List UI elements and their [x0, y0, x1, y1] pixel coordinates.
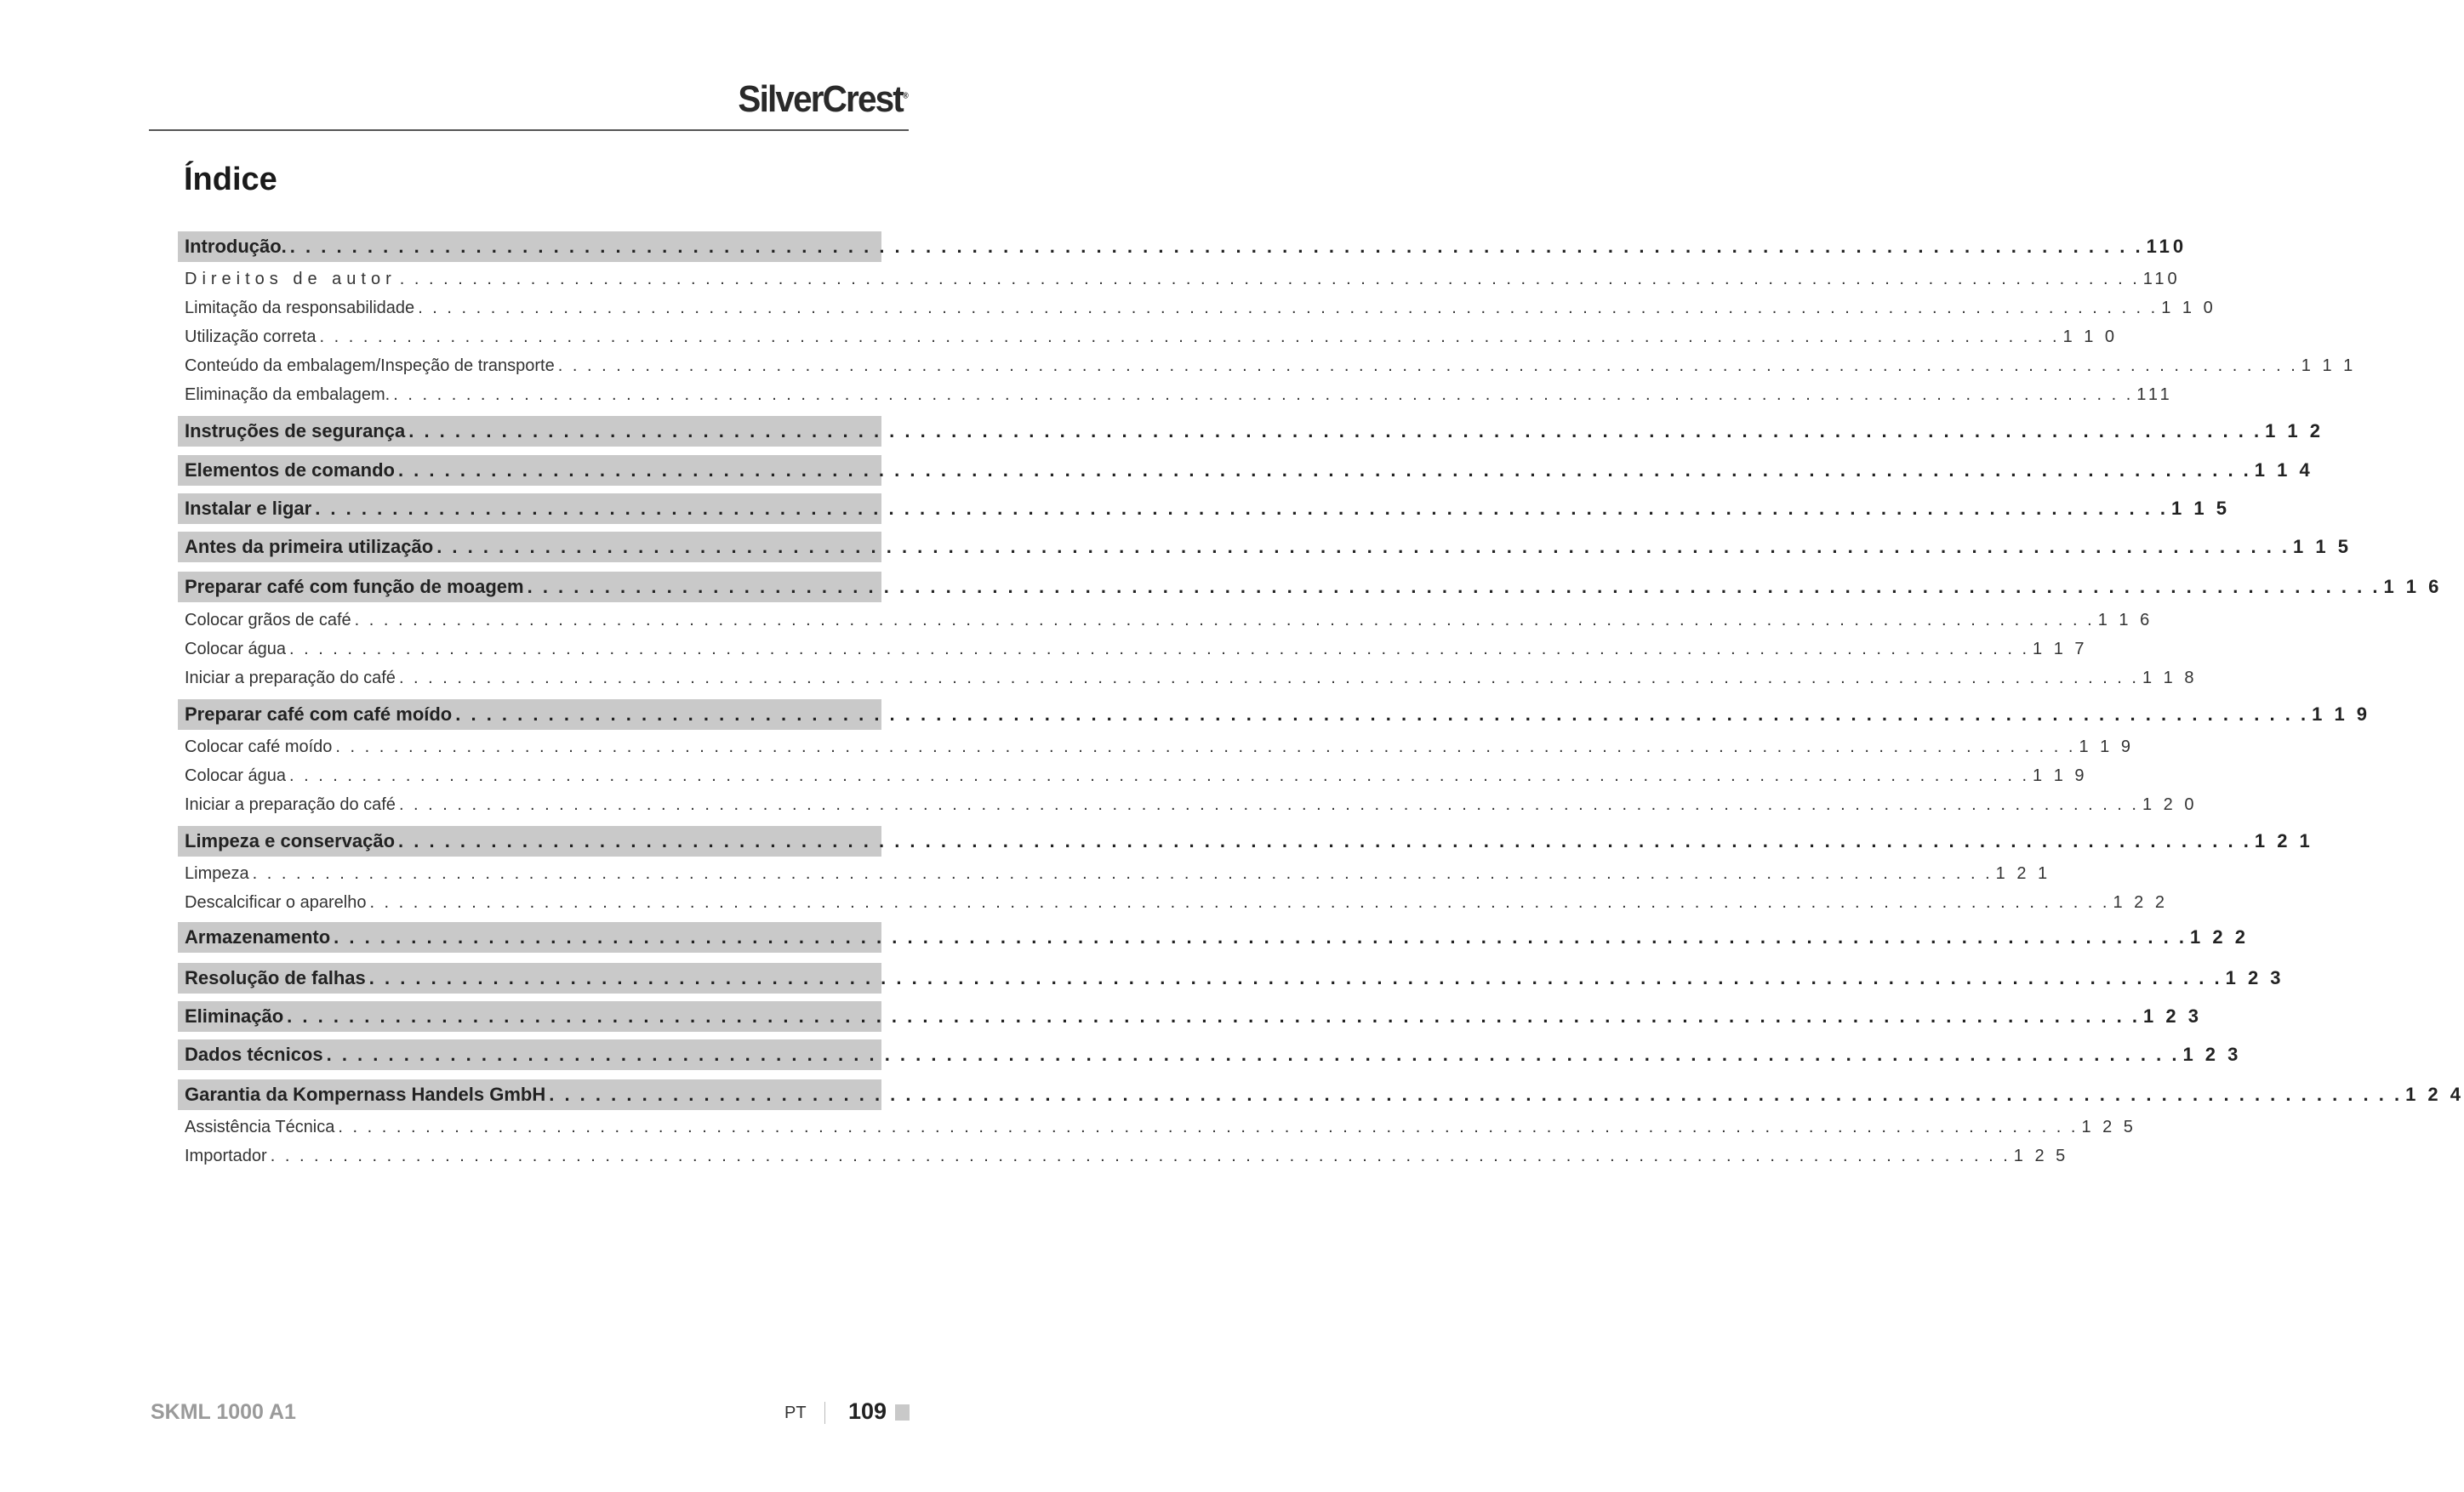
toc-section-entry[interactable] [185, 417, 2324, 446]
dot-leader: . . . . . . . . . . . . . . . . . . . . . . . . . . . . . . . . . . . . . . . . . . . . . . . . . . . . . . . . . . . . . . . . . . . . . . . . . . . . . . . . . . . . . . . . . . . . . . . . . . . . . . . . . . . . . . . . . . . . . . . . [315, 498, 2169, 519]
toc-entry-page: 1 2 1 [1995, 864, 2051, 883]
toc-entry-page: 1 1 2 [2265, 420, 2324, 441]
toc-entry-page: 111 [2136, 385, 2173, 404]
toc-entry-label: Utilização correta [185, 327, 317, 346]
toc-subentry[interactable] [185, 732, 2134, 761]
toc-entry-label: Colocar café moído [185, 737, 333, 756]
dot-leader: . . . . . . . . . . . . . . . . . . . . . . . . . . . . . . . . . . . . . . . . . . . . . . . . . . . . . . . . . . . . . . . . . . . . . . . . . . . . . . . . . . . . . . . . . . . . . . . . . . . . . . . . . . . . . . . . . . . . . . . . [557, 356, 2298, 375]
toc-section-entry[interactable] [185, 1002, 2202, 1031]
toc-entry-label: Dados técnicos [185, 1044, 323, 1065]
footer-model: SKML 1000 A1 [151, 1400, 296, 1424]
toc-section-entry[interactable] [185, 232, 2187, 261]
toc-entry-label: Introdução. [185, 236, 287, 257]
toc-entry-page: 1 1 1 [2301, 356, 2357, 375]
dot-leader: . . . . . . . . . . . . . . . . . . . . . . . . . . . . . . . . . . . . . . . . . . . . . . . . . . . . . . . . . . . . . . . . . . . . . . . . . . . . . . . . . . . . . . . . . . . . . . . . . . . . . . . . . . . . . . . . . . . . . . . . [398, 830, 2251, 851]
dot-leader: . . . . . . . . . . . . . . . . . . . . . . . . . . . . . . . . . . . . . . . . . . . . . . . . . . . . . . . . . . . . . . . . . . . . . . . . . . . . . . . . . . . . . . . . . . . . . . . . . . . . . . . . . . . . . . . . . . . . . . . . [527, 576, 2381, 597]
dot-leader: . . . . . . . . . . . . . . . . . . . . . . . . . . . . . . . . . . . . . . . . . . . . . . . . . . . . . . . . . . . . . . . . . . . . . . . . . . . . . . . . . . . . . . . . . . . . . . . . . . . . . . . . . . . . . . . . . . . . . . . . [418, 299, 2159, 317]
toc-section-entry[interactable] [185, 494, 2230, 523]
toc-section-entry[interactable] [185, 572, 2443, 601]
dot-leader: . . . . . . . . . . . . . . . . . . . . . . . . . . . . . . . . . . . . . . . . . . . . . . . . . . . . . . . . . . . . . . . . . . . . . . . . . . . . . . . . . . . . . . . . . . . . . . . . . . . . . . . . . . . . . . . . . . . . . . . . [289, 236, 2143, 257]
dot-leader: . . . . . . . . . . . . . . . . . . . . . . . . . . . . . . . . . . . . . . . . . . . . . . . . . . . . . . . . . . . . . . . . . . . . . . . . . . . . . . . . . . . . . . . . . . . . . . . . . . . . . . . . . . . . . . . . . . . . . . . . [338, 1118, 2079, 1136]
toc-entry-page: 1 1 0 [2062, 327, 2119, 346]
toc-entry-label: Eliminação [185, 1005, 284, 1027]
dot-leader: . . . . . . . . . . . . . . . . . . . . . . . . . . . . . . . . . . . . . . . . . . . . . . . . . . . . . . . . . . . . . . . . . . . . . . . . . . . . . . . . . . . . . . . . . . . . . . . . . . . . . . . . . . . . . . . . . . . . . . . . [288, 766, 2030, 785]
toc-entry-page: 1 2 0 [2142, 795, 2198, 814]
toc-subentry[interactable] [185, 888, 2168, 917]
toc-entry-label: Direitos de autor [185, 270, 396, 288]
silvercrest-logo: SilverCrest® [738, 78, 909, 120]
dot-leader: . . . . . . . . . . . . . . . . . . . . . . . . . . . . . . . . . . . . . . . . . . . . . . . . . . . . . . . . . . . . . . . . . . . . . . . . . . . . . . . . . . . . . . . . . . . . . . . . . . . . . . . . . . . . . . . . . . . . . . . . [393, 385, 2134, 404]
toc-entry-label: Limpeza [185, 864, 249, 883]
toc-entry-label: Garantia da Kompernass Handels GmbH [185, 1084, 546, 1105]
toc-entry-label: Colocar grãos de café [185, 611, 351, 629]
toc-section-entry[interactable] [185, 964, 2284, 993]
toc-entry-label: Importador [185, 1147, 267, 1165]
page-title: Índice [184, 162, 277, 197]
toc-subentry[interactable] [185, 663, 2198, 692]
toc-entry-page: 1 2 3 [2182, 1044, 2242, 1065]
dot-leader: . . . . . . . . . . . . . . . . . . . . . . . . . . . . . . . . . . . . . . . . . . . . . . . . . . . . . . . . . . . . . . . . . . . . . . . . . . . . . . . . . . . . . . . . . . . . . . . . . . . . . . . . . . . . . . . . . . . . . . . . [369, 893, 2110, 912]
dot-leader: . . . . . . . . . . . . . . . . . . . . . . . . . . . . . . . . . . . . . . . . . . . . . . . . . . . . . . . . . . . . . . . . . . . . . . . . . . . . . . . . . . . . . . . . . . . . . . . . . . . . . . . . . . . . . . . . . . . . . . . . [455, 703, 2309, 725]
dot-leader: . . . . . . . . . . . . . . . . . . . . . . . . . . . . . . . . . . . . . . . . . . . . . . . . . . . . . . . . . . . . . . . . . . . . . . . . . . . . . . . . . . . . . . . . . . . . . . . . . . . . . . . . . . . . . . . . . . . . . . . . [287, 1005, 2140, 1027]
toc-subentry[interactable] [185, 265, 2181, 293]
footer-divider [824, 1402, 825, 1424]
toc-subentry[interactable] [185, 606, 2153, 635]
toc-entry-page: 1 1 8 [2142, 669, 2198, 687]
dot-leader: . . . . . . . . . . . . . . . . . . . . . . . . . . . . . . . . . . . . . . . . . . . . . . . . . . . . . . . . . . . . . . . . . . . . . . . . . . . . . . . . . . . . . . . . . . . . . . . . . . . . . . . . . . . . . . . . . . . . . . . . [288, 640, 2030, 658]
toc-subentry[interactable] [185, 635, 2088, 663]
toc-subentry[interactable] [185, 761, 2088, 790]
footer-page-number: 109 [848, 1398, 887, 1424]
toc-entry-page: 1 1 6 [2097, 611, 2153, 629]
toc-entry-label: Colocar água [185, 640, 286, 658]
toc-entry-page: 1 2 5 [2081, 1118, 2136, 1136]
toc-subentry[interactable] [185, 380, 2173, 409]
toc-entry-page: 1 2 3 [2225, 967, 2284, 988]
dot-leader: . . . . . . . . . . . . . . . . . . . . . . . . . . . . . . . . . . . . . . . . . . . . . . . . . . . . . . . . . . . . . . . . . . . . . . . . . . . . . . . . . . . . . . . . . . . . . . . . . . . . . . . . . . . . . . . . . . . . . . . . [398, 795, 2139, 814]
toc-subentry[interactable] [185, 351, 2357, 380]
toc-entry-page: 1 2 2 [2190, 926, 2249, 948]
toc-entry-label: Armazenamento [185, 926, 331, 948]
toc-entry-page: 1 1 9 [2312, 703, 2371, 725]
toc-entry-page: 1 2 4 [2405, 1084, 2464, 1105]
dot-leader: . . . . . . . . . . . . . . . . . . . . . . . . . . . . . . . . . . . . . . . . . . . . . . . . . . . . . . . . . . . . . . . . . . . . . . . . . . . . . . . . . . . . . . . . . . . . . . . . . . . . . . . . . . . . . . . . . . . . . . . . [335, 737, 2076, 756]
toc-entry-label: Colocar água [185, 766, 286, 785]
toc-entry-page: 110 [2146, 236, 2187, 257]
toc-entry-page: 1 1 0 [2161, 299, 2216, 317]
dot-leader: . . . . . . . . . . . . . . . . . . . . . . . . . . . . . . . . . . . . . . . . . . . . . . . . . . . . . . . . . . . . . . . . . . . . . . . . . . . . . . . . . . . . . . . . . . . . . . . . . . . . . . . . . . . . . . . . . . . . . . . . [319, 327, 2060, 346]
toc-entry-label: Assistência Técnica [185, 1118, 335, 1136]
header-rule [149, 129, 909, 131]
dot-leader: . . . . . . . . . . . . . . . . . . . . . . . . . . . . . . . . . . . . . . . . . . . . . . . . . . . . . . . . . . . . . . . . . . . . . . . . . . . . . . . . . . . . . . . . . . . . . . . . . . . . . . . . . . . . . . . . . . . . . . . . [334, 926, 2187, 948]
toc-entry-page: 1 1 9 [2079, 737, 2134, 756]
toc-entry-label: Antes da primeira utilização [185, 536, 434, 557]
toc-entry-page: 1 2 1 [2254, 830, 2313, 851]
toc-section-entry[interactable] [185, 456, 2313, 485]
toc-entry-label: Elementos de comando [185, 459, 395, 481]
toc-subentry[interactable] [185, 790, 2198, 819]
toc-entry-page: 1 2 5 [2013, 1147, 2069, 1165]
toc-entry-label: Instruções de segurança [185, 420, 406, 441]
toc-subentry[interactable] [185, 1113, 2136, 1142]
toc-entry-page: 1 1 5 [2293, 536, 2352, 557]
toc-entry-page: 1 1 9 [2033, 766, 2088, 785]
dot-leader: . . . . . . . . . . . . . . . . . . . . . . . . . . . . . . . . . . . . . . . . . . . . . . . . . . . . . . . . . . . . . . . . . . . . . . . . . . . . . . . . . . . . . . . . . . . . . . . . . . . . . . . . . . . . . . . . . . . . . . . . [399, 270, 2140, 288]
toc-entry-label: Preparar café com café moído [185, 703, 453, 725]
toc-entry-label: Resolução de falhas [185, 967, 366, 988]
toc-entry-label: Preparar café com função de moagem [185, 576, 524, 597]
toc-entry-label: Limpeza e conservação [185, 830, 396, 851]
dot-leader: . . . . . . . . . . . . . . . . . . . . . . . . . . . . . . . . . . . . . . . . . . . . . . . . . . . . . . . . . . . . . . . . . . . . . . . . . . . . . . . . . . . . . . . . . . . . . . . . . . . . . . . . . . . . . . . . . . . . . . . . [270, 1147, 2011, 1165]
toc-section-entry[interactable] [185, 1040, 2242, 1069]
toc-section-entry[interactable] [185, 532, 2352, 561]
footer-square-marker [895, 1404, 910, 1421]
toc-entry-label: Limitação da responsabilidade [185, 299, 415, 317]
toc-entry-label: Conteúdo da embalagem/Inspeção de transporte [185, 356, 555, 375]
dot-leader: . . . . . . . . . . . . . . . . . . . . . . . . . . . . . . . . . . . . . . . . . . . . . . . . . . . . . . . . . . . . . . . . . . . . . . . . . . . . . . . . . . . . . . . . . . . . . . . . . . . . . . . . . . . . . . . . . . . . . . . . [549, 1084, 2403, 1105]
toc-entry-page: 110 [2142, 270, 2181, 288]
toc-subentry[interactable] [185, 293, 2216, 322]
toc-subentry[interactable] [185, 322, 2119, 351]
toc-entry-page: 1 1 4 [2254, 459, 2313, 481]
toc-entry-page: 1 2 3 [2143, 1005, 2202, 1027]
toc-subentry[interactable] [185, 859, 2051, 888]
toc-entry-label: Eliminação da embalagem. [185, 385, 391, 404]
toc-entry-label: Descalcificar o aparelho [185, 893, 367, 912]
brand-text: SilverCrest [738, 78, 904, 120]
toc-section-entry[interactable] [185, 700, 2371, 729]
toc-subentry[interactable] [185, 1142, 2069, 1170]
dot-leader: . . . . . . . . . . . . . . . . . . . . . . . . . . . . . . . . . . . . . . . . . . . . . . . . . . . . . . . . . . . . . . . . . . . . . . . . . . . . . . . . . . . . . . . . . . . . . . . . . . . . . . . . . . . . . . . . . . . . . . . . [408, 420, 2262, 441]
dot-leader: . . . . . . . . . . . . . . . . . . . . . . . . . . . . . . . . . . . . . . . . . . . . . . . . . . . . . . . . . . . . . . . . . . . . . . . . . . . . . . . . . . . . . . . . . . . . . . . . . . . . . . . . . . . . . . . . . . . . . . . . [354, 611, 2095, 629]
dot-leader: . . . . . . . . . . . . . . . . . . . . . . . . . . . . . . . . . . . . . . . . . . . . . . . . . . . . . . . . . . . . . . . . . . . . . . . . . . . . . . . . . . . . . . . . . . . . . . . . . . . . . . . . . . . . . . . . . . . . . . . . [252, 864, 1993, 883]
toc-section-entry[interactable] [185, 923, 2249, 952]
toc-entry-label: Instalar e ligar [185, 498, 312, 519]
toc-section-entry[interactable] [185, 1080, 2464, 1109]
dot-leader: . . . . . . . . . . . . . . . . . . . . . . . . . . . . . . . . . . . . . . . . . . . . . . . . . . . . . . . . . . . . . . . . . . . . . . . . . . . . . . . . . . . . . . . . . . . . . . . . . . . . . . . . . . . . . . . . . . . . . . . . [436, 536, 2290, 557]
toc-entry-page: 1 2 2 [2113, 893, 2168, 912]
toc-entry-label: Iniciar a preparação do café [185, 795, 396, 814]
toc-entry-page: 1 1 5 [2171, 498, 2230, 519]
toc-entry-page: 1 1 6 [2383, 576, 2443, 597]
toc-section-entry[interactable] [185, 827, 2313, 856]
dot-leader: . . . . . . . . . . . . . . . . . . . . . . . . . . . . . . . . . . . . . . . . . . . . . . . . . . . . . . . . . . . . . . . . . . . . . . . . . . . . . . . . . . . . . . . . . . . . . . . . . . . . . . . . . . . . . . . . . . . . . . . . [326, 1044, 2180, 1065]
dot-leader: . . . . . . . . . . . . . . . . . . . . . . . . . . . . . . . . . . . . . . . . . . . . . . . . . . . . . . . . . . . . . . . . . . . . . . . . . . . . . . . . . . . . . . . . . . . . . . . . . . . . . . . . . . . . . . . . . . . . . . . . [368, 967, 2222, 988]
footer-language: PT [784, 1404, 807, 1422]
dot-leader: . . . . . . . . . . . . . . . . . . . . . . . . . . . . . . . . . . . . . . . . . . . . . . . . . . . . . . . . . . . . . . . . . . . . . . . . . . . . . . . . . . . . . . . . . . . . . . . . . . . . . . . . . . . . . . . . . . . . . . . . [398, 669, 2139, 687]
dot-leader: . . . . . . . . . . . . . . . . . . . . . . . . . . . . . . . . . . . . . . . . . . . . . . . . . . . . . . . . . . . . . . . . . . . . . . . . . . . . . . . . . . . . . . . . . . . . . . . . . . . . . . . . . . . . . . . . . . . . . . . . [397, 459, 2251, 481]
toc-entry-label: Iniciar a preparação do café [185, 669, 396, 687]
toc-entry-page: 1 1 7 [2033, 640, 2088, 658]
